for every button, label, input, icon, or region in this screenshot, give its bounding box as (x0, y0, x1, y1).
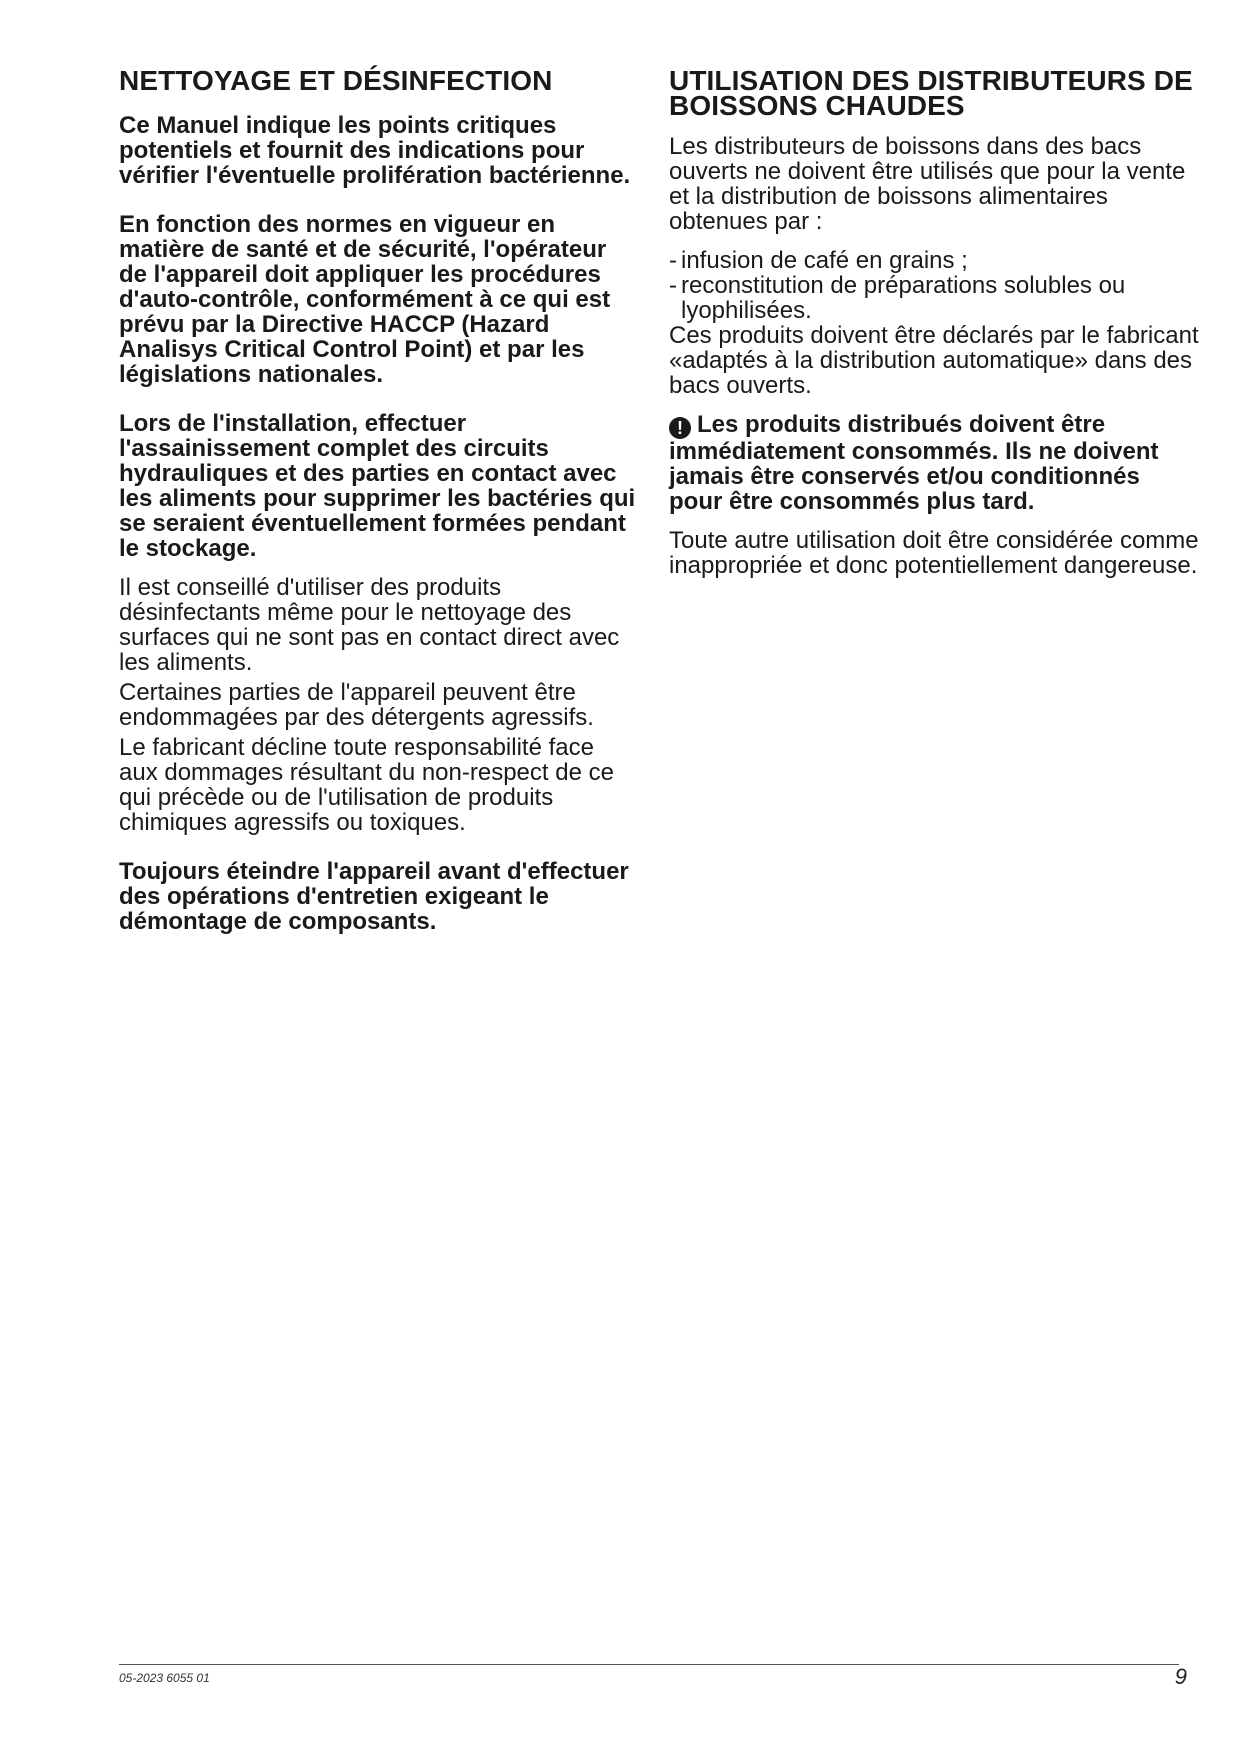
list-item (669, 273, 1199, 323)
warning-text: Les produits distribués doivent être immédiatement consommés. Ils ne doivent jamais être conservés et/ou conditionnés pour être consommés plus tard. (669, 411, 1159, 515)
footer-document-code: 05-2023 6055 01 (119, 1671, 210, 1685)
cleaning-section (119, 65, 639, 935)
paragraph-switch-off: Toujours éteindre l'appareil avant d'effectuer des opérations d'entretien exigeant le démontage de composants. (119, 858, 629, 935)
footer-divider (119, 1664, 1179, 1665)
paragraph-aggressive-detergents: Certaines parties de l'appareil peuvent être endommagées par des détergents agressifs. (119, 679, 594, 731)
list-item (669, 248, 1199, 273)
warning-icon: ! (669, 417, 691, 439)
section-heading-cleaning: NETTOYAGE ET DÉSINFECTION (119, 65, 553, 96)
paragraph-improper-use: Toute autre utilisation doit être considérée comme inappropriée et donc potentiellement dangereuse. (669, 527, 1199, 579)
bullet-text: infusion de café en grains ; (681, 247, 968, 274)
page-number: 9 (1174, 1664, 1187, 1689)
section-heading-usage: UTILISATION DES DISTRIBUTEURS DE BOISSONS CHAUDES (669, 65, 1193, 121)
paragraph-liability: Le fabricant décline toute responsabilité face aux dommages résultant du non-respect de ce qui précède ou de l'utilisation de produits chimiques agressifs ou toxiques. (119, 734, 614, 836)
paragraph-critical-points: Ce Manuel indique les points critiques potentiels et fournit des indications pour vérifier l'éventuelle prolifération bactérienne. (119, 112, 631, 189)
bullet-dash: - (669, 247, 677, 274)
usage-section (669, 65, 1199, 579)
warning-paragraph (669, 412, 1199, 514)
paragraph-installation-sanitizing: Lors de l'installation, effectuer l'assainissement complet des circuits hydrauliques et des parties en contact avec les aliments pour supprimer les bactéries qui se seraient éventuellement formées pendant le stockage. (119, 410, 636, 562)
paragraph-disinfectants: Il est conseillé d'utiliser des produits désinfectants même pour le nettoyage des surfaces qui ne sont pas en contact direct avec les aliments. (119, 574, 620, 676)
bullet-text: reconstitution de préparations solubles ou lyophilisées. (681, 272, 1126, 324)
paragraph-open-containers: Les distributeurs de boissons dans des bacs ouverts ne doivent être utilisés que pour la vente et la distribution de boissons alimentaires obtenues par : (669, 133, 1186, 235)
paragraph-declared-suitable: Ces produits doivent être déclarés par le fabricant «adaptés à la distribution automatique» dans des bacs ouverts. (669, 322, 1199, 399)
bullet-dash: - (669, 272, 677, 299)
paragraph-haccp: En fonction des normes en vigueur en matière de santé et de sécurité, l'opérateur de l'appareil doit appliquer les procédures d'auto-contrôle, conformément à ce qui est prévu par la Directive HACCP (Hazard Analisys Critical Control Point) et par les législations nationales. (119, 211, 611, 388)
